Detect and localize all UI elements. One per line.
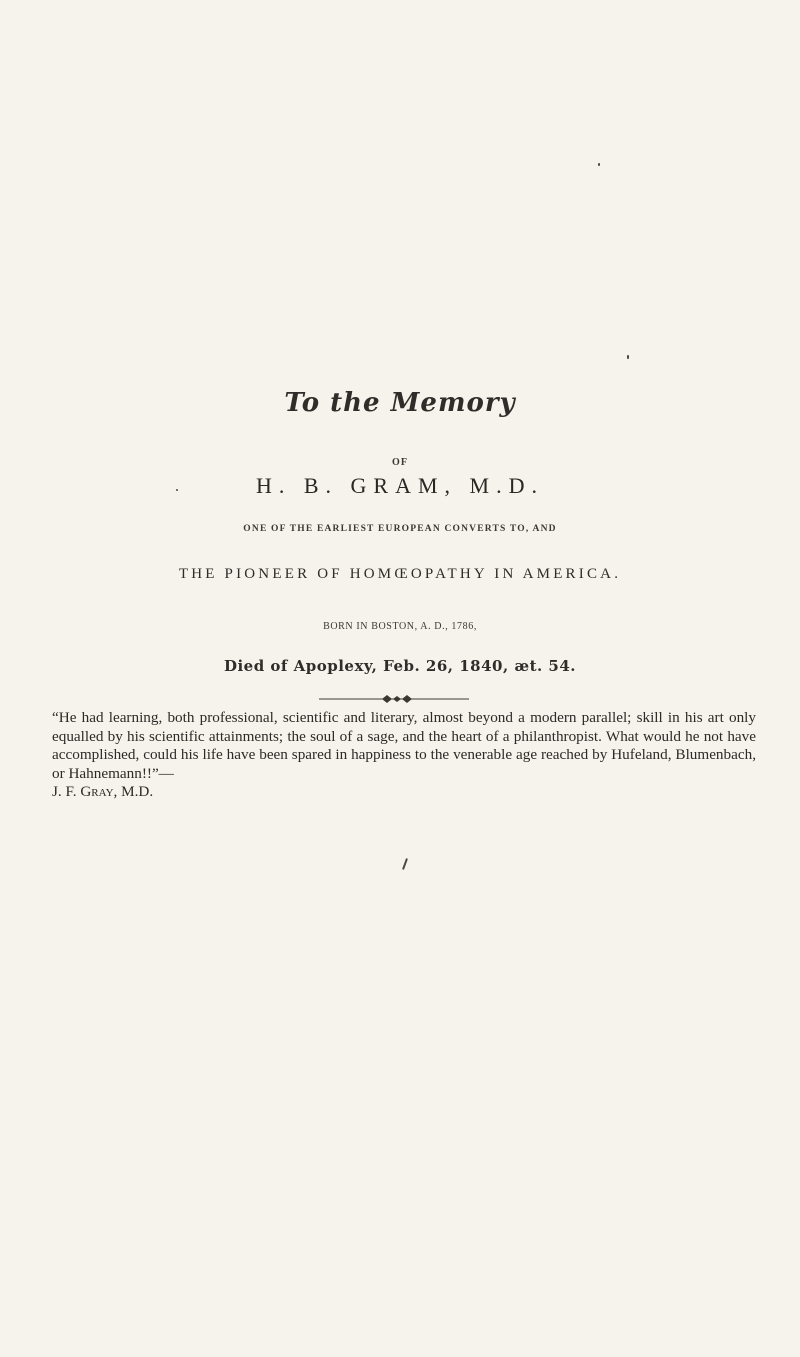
- paper-speck: [402, 858, 408, 870]
- paper-speck: [176, 489, 178, 491]
- quote-attribution: J. F. Gray, M.D.: [52, 783, 154, 801]
- of-label: OF: [392, 457, 408, 468]
- dedication-heading: To the Memory: [284, 388, 516, 418]
- divider-ornament-icon: [319, 693, 469, 705]
- birth-line: BORN IN BOSTON, A. D., 1786,: [323, 621, 477, 632]
- memorial-quote: [52, 709, 756, 802]
- paper-speck: [598, 163, 600, 166]
- honoree-name: H. B. GRAM, M.D.: [255, 473, 545, 498]
- quote-text: “He had learning, both professional, scientific and literary, almost beyond a modern parallel; skill in his art only equalled by his scientific attainments; the soul of a sage, and the heart of a philanthropist. What would he not have accomplished, could his life have been spared in happiness to the venerable age reached by Hufeland, Blumenbach, or Hahnemann!!”—: [52, 709, 756, 782]
- paper-speck: [627, 355, 629, 359]
- death-line: Died of Apoplexy, Feb. 26, 1840, æt. 54.: [223, 657, 577, 675]
- pioneer-line: THE PIONEER OF HOMŒOPATHY IN AMERICA.: [178, 566, 622, 582]
- subtitle-line: ONE OF THE EARLIEST EUROPEAN CONVERTS TO, AND: [243, 524, 557, 534]
